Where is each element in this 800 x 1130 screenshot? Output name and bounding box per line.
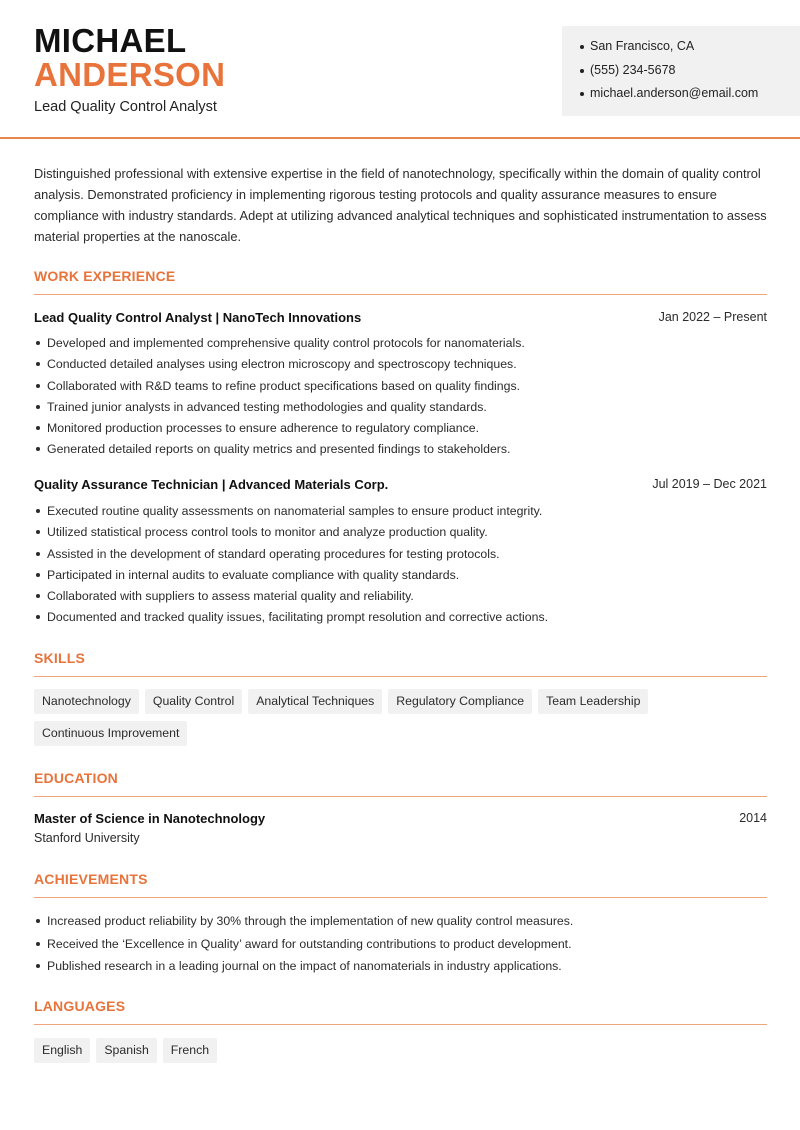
contact-phone: (555) 234-5678: [580, 62, 758, 86]
resume-header: [0, 0, 800, 139]
list-item: Trained junior analysts in advanced testing methodologies and quality standards.: [34, 399, 774, 420]
job-dates: Jan 2022 – Present: [658, 310, 767, 324]
achievement-bullets: [34, 913, 774, 981]
skill-tag: Team Leadership: [538, 689, 648, 714]
first-name: MICHAEL: [34, 22, 187, 59]
list-item: Collaborated with suppliers to assess material quality and reliability.: [34, 588, 774, 609]
section-divider: [34, 294, 767, 295]
list-item: Increased product reliability by 30% through the implementation of new quality control measures.: [34, 913, 774, 936]
list-item: Generated detailed reports on quality metrics and presented findings to stakeholders.: [34, 441, 774, 462]
list-item: Executed routine quality assessments on nanomaterial samples to ensure product integrity.: [34, 503, 774, 524]
list-item: Collaborated with R&D teams to refine product specifications based on quality findings.: [34, 378, 774, 399]
language-tag: French: [163, 1038, 217, 1063]
language-tags: [34, 1038, 774, 1070]
section-divider: [34, 796, 767, 797]
contact-location: San Francisco, CA: [580, 38, 758, 62]
job-title: Lead Quality Control Analyst: [34, 99, 217, 115]
list-item: Monitored production processes to ensure adherence to regulatory compliance.: [34, 420, 774, 441]
education-degree: Master of Science in Nanotechnology: [34, 811, 266, 826]
education-year: 2014: [739, 811, 767, 825]
section-title-work: WORK EXPERIENCE: [34, 268, 176, 284]
section-title-education: EDUCATION: [34, 770, 118, 786]
section-title-languages: LANGUAGES: [34, 998, 126, 1014]
last-name: ANDERSON: [34, 56, 226, 93]
section-divider: [34, 676, 767, 677]
job-bullets: [34, 503, 774, 631]
list-item: Received the ‘Excellence in Quality’ award for outstanding contributions to product development.: [34, 936, 774, 959]
section-title-achievements: ACHIEVEMENTS: [34, 871, 148, 887]
skill-tag: Analytical Techniques: [248, 689, 382, 714]
list-item: Documented and tracked quality issues, facilitating prompt resolution and corrective actions.: [34, 609, 774, 630]
section-divider: [34, 897, 767, 898]
skill-tag: Regulatory Compliance: [388, 689, 532, 714]
contact-email: michael.anderson@email.com: [580, 85, 758, 109]
language-tag: English: [34, 1038, 90, 1063]
list-item: Published research in a leading journal on the impact of nanomaterials in industry applications.: [34, 958, 774, 981]
job-dates: Jul 2019 – Dec 2021: [652, 477, 767, 491]
job-header: [34, 310, 767, 325]
list-item: Conducted detailed analyses using electron microscopy and spectroscopy techniques.: [34, 356, 774, 377]
list-item: Developed and implemented comprehensive quality control protocols for nanomaterials.: [34, 335, 774, 356]
skills-tags: [34, 689, 774, 753]
skill-tag: Quality Control: [145, 689, 242, 714]
list-item: Participated in internal audits to evaluate compliance with quality standards.: [34, 567, 774, 588]
section-title-skills: SKILLS: [34, 650, 85, 666]
professional-summary: Distinguished professional with extensive expertise in the field of nanotechnology, specifically within the domain of quality control analysis. Demonstrated proficiency in implementing rigorous testing protocols and quality assurance measures to ensure compliance with industry standards. Adept at utilizing advanced analytical techniques and sophisticated instrumentation to assess material properties at the nanoscale.: [34, 166, 767, 244]
language-tag: Spanish: [96, 1038, 156, 1063]
job-bullets: [34, 335, 774, 463]
list-item: Utilized statistical process control tools to monitor and analyze production quality.: [34, 524, 774, 545]
job-role: Lead Quality Control Analyst | NanoTech Innovations: [34, 310, 362, 325]
skill-tag: Continuous Improvement: [34, 721, 187, 746]
job-header: [34, 477, 767, 492]
job-role: Quality Assurance Technician | Advanced Materials Corp.: [34, 477, 389, 492]
contact-box: [562, 26, 800, 116]
contact-list: [580, 38, 758, 109]
section-divider: [34, 1024, 767, 1025]
skill-tag: Nanotechnology: [34, 689, 139, 714]
education-school: Stanford University: [34, 831, 140, 845]
list-item: Assisted in the development of standard operating procedures for testing protocols.: [34, 546, 774, 567]
